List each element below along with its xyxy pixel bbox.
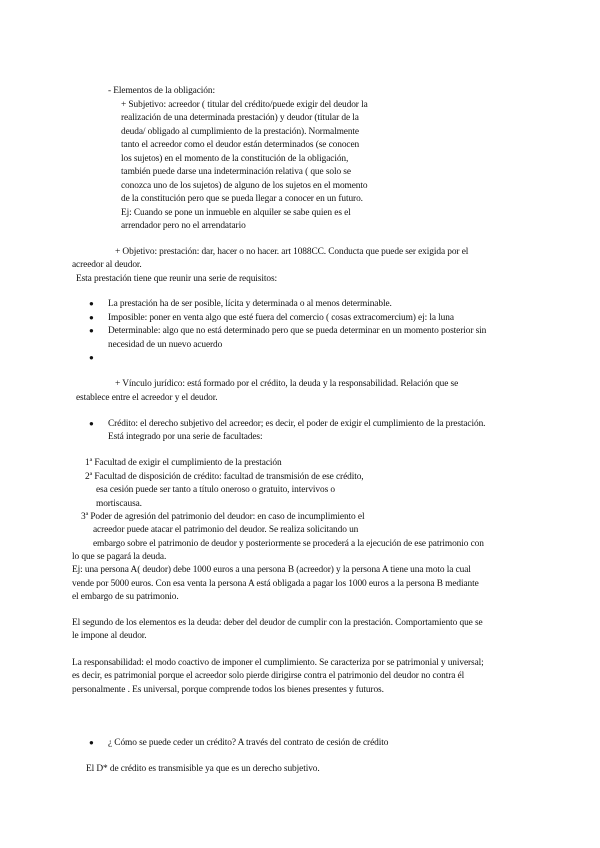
bullet-icon: ●	[89, 313, 94, 322]
responsabilidad-line: La responsabilidad: el modo coactivo de imponer el cumplimiento. Se caracteriza por se patrimonial y universal;	[72, 658, 484, 668]
responsabilidad-line: es decir, es patrimonial porque el acreedor solo pierde dirigirse contra el patrimonio del deudor no contra él	[72, 671, 465, 681]
bullet-icon: ●	[89, 738, 94, 747]
cesion-question: ¿ Cómo se puede ceder un crédito? A través del contrato de cesión de crédito	[108, 738, 389, 748]
cesion-note: El D* de crédito es transmisible ya que es un derecho subjetivo.	[86, 764, 320, 774]
facultad-line: embargo sobre el patrimonio de deudor y posteriormente se procederá a la ejecución de ese patrimonio con	[93, 539, 484, 549]
facultad-line: 1ª Facultad de exigir el cumplimiento de la prestación	[85, 458, 282, 468]
vinculo-line: + Vínculo jurídico: está formado por el crédito, la deuda y la responsabilidad. Relación que se	[115, 379, 459, 389]
requisito-item: Imposible: poner en venta algo que esté fuera del comercio ( cosas extracomercium) ej: la luna	[108, 313, 454, 323]
deuda-line: El segundo de los elementos es la deuda: deber del deudor de cumplir con la prestación. Comportamiento que se	[72, 618, 483, 628]
subjetivo-line: + Subjetivo: acreedor ( titular del crédito/puede exigir del deudor la	[121, 100, 368, 110]
bullet-icon: ●	[89, 419, 94, 428]
section-heading-elementos: - Elementos de la obligación:	[108, 86, 215, 96]
subjetivo-line: tanto el acreedor como el deudor están determinados (se conocen	[121, 140, 360, 150]
ejemplo-line: el embargo de su patrimonio.	[72, 592, 179, 602]
requisito-item: La prestación ha de ser posible, lícita y determinada o al menos determinable.	[108, 299, 392, 309]
facultad-line: esa cesión puede ser tanto a título oneroso o gratuito, intervivos o	[96, 485, 335, 495]
facultad-line: acreedor puede atacar el patrimonio del deudor. Se realiza solicitando un	[93, 525, 359, 535]
subjetivo-line: conozca uno de los sujetos) de alguno de los sujetos en el momento	[121, 181, 368, 191]
facultad-line: lo que se pagará la deuda.	[72, 552, 167, 562]
bullet-icon: ●	[89, 326, 94, 335]
deuda-line: le impone al deudor.	[72, 631, 147, 641]
subjetivo-line: realización de una determinada prestación) y deudor (titular de la	[121, 113, 359, 123]
subjetivo-line: también puede darse una indeterminación relativa ( que solo se	[121, 167, 351, 177]
subjetivo-line: deuda/ obligado al cumplimiento de la prestación). Normalmente	[121, 127, 359, 137]
facultad-line: 2ª Facultad de disposición de crédito: facultad de transmisión de ese crédito,	[85, 472, 364, 482]
requisitos-intro: Esta prestación tiene que reunir una serie de requisitos:	[76, 274, 277, 284]
responsabilidad-line: personalmente . Es universal, porque comprende todos los bienes presentes y futuros.	[72, 685, 384, 695]
bullet-icon: ●	[89, 353, 94, 362]
requisito-item-continuation: necesidad de un nuevo acuerdo	[108, 340, 223, 350]
vinculo-line: establece entre el acreedor y el deudor.	[76, 393, 218, 403]
ejemplo-line: Ej: una persona A( deudor) debe 1000 euros a una persona B (acreedor) y la persona A tiene una moto la cual	[72, 565, 471, 575]
ejemplo-line: vende por 5000 euros. Con esa venta la persona A está obligada a pagar los 1000 euros a la persona B mediante	[72, 579, 479, 589]
facultad-line: 3ª Poder de agresión del patrimonio del deudor: en caso de incumplimiento el	[81, 512, 365, 522]
objetivo-line: acreedor al deudor.	[72, 260, 142, 270]
facultad-line: mortiscausa.	[96, 499, 142, 509]
subjetivo-line: arrendador pero no el arrendatario	[121, 221, 246, 231]
objetivo-line: + Objetivo: prestación: dar, hacer o no hacer. art 1088CC. Conducta que puede ser exigida por el	[115, 247, 469, 257]
bullet-icon: ●	[89, 299, 94, 308]
subjetivo-line: los sujetos) en el momento de la constitución de la obligación,	[121, 154, 349, 164]
subjetivo-line: de la constitución pero que se pueda llegar a conocer en un futuro.	[121, 194, 363, 204]
subjetivo-line: Ej: Cuando se pone un inmueble en alquiler se sabe quien es el	[121, 208, 351, 218]
credito-line: Crédito: el derecho subjetivo del acreedor; es decir, el poder de exigir el cumplimiento de la prestación.	[108, 419, 486, 429]
credito-line: Está integrado por una serie de facultades:	[108, 432, 263, 442]
requisito-item: Determinable: algo que no está determinado pero que se pueda determinar en un momento posterior sin	[108, 326, 487, 336]
